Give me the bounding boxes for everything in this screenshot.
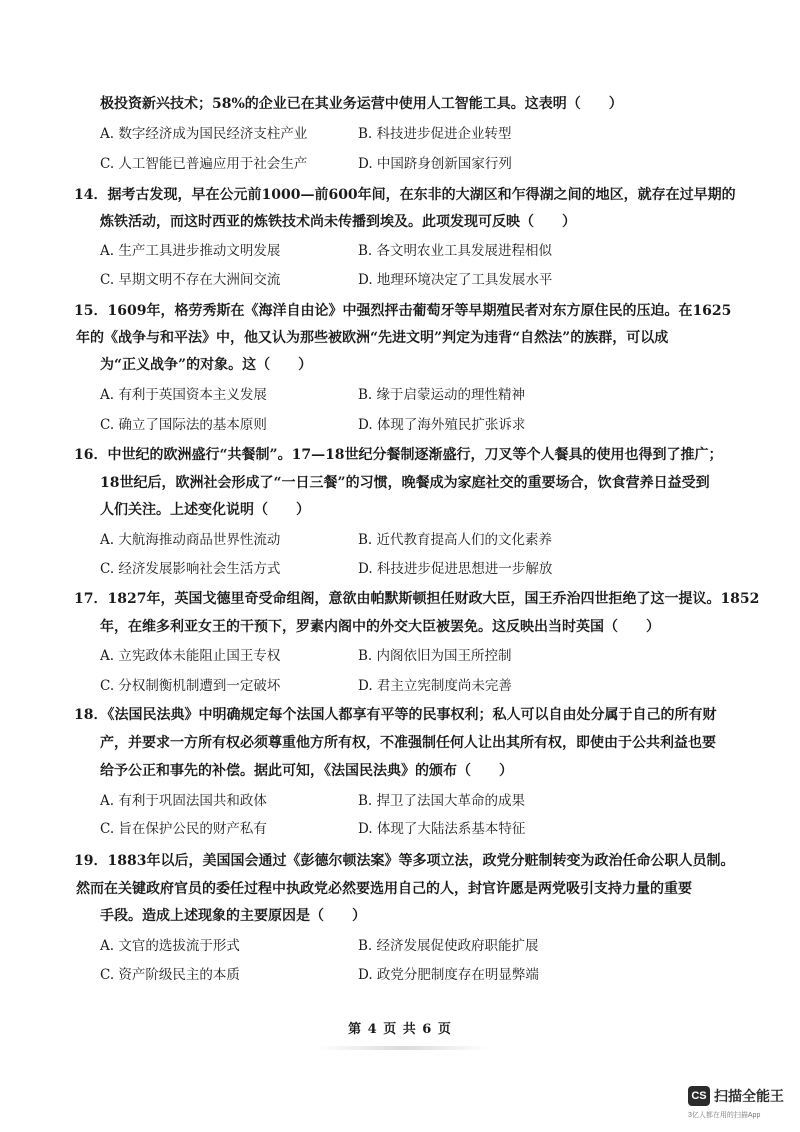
q19-option-d: D. 政党分肥制度存在明显弊端 [358, 967, 539, 983]
q19-stem-line-1: 19．1883年以后，美国国会通过《彭德尔顿法案》等多项立法，政党分赃制转变为政治任命公职人员制。 [74, 853, 735, 869]
q18-stem-line-2: 产，并要求一方所有权必须尊重他方所有权，不准强制任何人让出其所有权，即使由于公共利益也要 [100, 735, 716, 751]
scanner-watermark [688, 1082, 800, 1132]
q15-option-b: B. 缘于启蒙运动的理性精神 [358, 387, 526, 403]
watermark-tagline: 3亿人都在用的扫描App [688, 1112, 761, 1119]
q14-option-b: B. 各文明农业工具发展进程相似 [358, 243, 553, 259]
q17-option-c: C. 分权制衡机制遭到一定破坏 [100, 678, 281, 694]
q19-option-b: B. 经济发展促使政府职能扩展 [358, 938, 539, 954]
camscanner-logo-icon: CS [688, 1086, 710, 1106]
q16-option-c: C. 经济发展影响社会生活方式 [100, 561, 281, 577]
q18-option-b: B. 捍卫了法国大革命的成果 [358, 793, 526, 809]
q18-option-d: D. 体现了大陆法系基本特征 [358, 821, 526, 837]
q15-stem-line-3: 为“正义战争”的对象。这（ ） [100, 357, 313, 373]
q15-option-c: C. 确立了国际法的基本原则 [100, 417, 267, 433]
q16-option-b: B. 近代教育提高人们的文化素养 [358, 532, 553, 548]
q18-option-a: A. 有利于巩固法国共和政体 [100, 793, 267, 809]
q13-option-c: C. 人工智能已普遍应用于社会生产 [100, 156, 308, 172]
q14-stem-line-1: 14．据考古发现，早在公元前1000—前600年间，在东非的大湖区和乍得湖之间的地区，就存在过早期的 [74, 187, 736, 203]
q16-option-a: A. 大航海推动商品世界性流动 [100, 532, 281, 548]
q17-option-a: A. 立宪政体未能阻止国王专权 [100, 648, 281, 664]
q14-option-a: A. 生产工具进步推动文明发展 [100, 243, 281, 259]
q13-option-d: D. 中国跻身创新国家行列 [358, 156, 512, 172]
q18-option-c: C. 旨在保护公民的财产私有 [100, 821, 267, 837]
q19-option-c: C. 资产阶级民主的本质 [100, 967, 240, 983]
q15-option-d: D. 体现了海外殖民扩张诉求 [358, 417, 526, 433]
q14-option-d: D. 地理环境决定了工具发展水平 [358, 272, 553, 288]
q16-stem-line-1: 16．中世纪的欧洲盛行“共餐制”。17—18世纪分餐制逐渐盛行，刀叉等个人餐具的使用也得到了推广； [74, 447, 723, 463]
q13-option-a: A. 数字经济成为国民经济支柱产业 [100, 126, 308, 142]
q14-option-c: C. 早期文明不存在大洲间交流 [100, 272, 281, 288]
scan-smudge [318, 1046, 488, 1050]
q13-option-b: B. 科技进步促进企业转型 [358, 126, 512, 142]
q19-stem-line-2: 然而在关键政府官员的委任过程中执政党必然要选用自己的人，封官许愿是两党吸引支持力量的重要 [76, 881, 692, 897]
q14-stem-line-2: 炼铁活动，而这时西亚的炼铁技术尚未传播到埃及。此项发现可反映（ ） [100, 214, 576, 230]
q17-option-d: D. 君主立宪制度尚未完善 [358, 678, 512, 694]
q15-stem-line-2: 年的《战争与和平法》中，他又认为那些被欧洲“先进文明”判定为违背“自然法”的族群，可以成 [76, 330, 669, 346]
watermark-name: 扫描全能王 [714, 1088, 784, 1104]
q13-stem-tail: 极投资新兴技术；58%的企业已在其业务运营中使用人工智能工具。这表明（ ） [100, 96, 623, 112]
q17-option-b: B. 内阁依旧为国王所控制 [358, 648, 512, 664]
q19-stem-line-3: 手段。造成上述现象的主要原因是（ ） [100, 908, 366, 924]
q17-stem-line-1: 17．1827年，英国戈德里奇受命组阁，意欲由帕默斯顿担任财政大臣，国王乔治四世拒绝了这一提议。1852 [74, 591, 760, 607]
q15-stem-line-1: 15．1609年，格劳秀斯在《海洋自由论》中强烈抨击葡萄牙等早期殖民者对东方原住民的压迫。在1625 [74, 303, 732, 319]
q16-stem-line-3: 人们关注。上述变化说明（ ） [100, 502, 310, 518]
q16-option-d: D. 科技进步促进思想进一步解放 [358, 561, 553, 577]
page-footer: 第 4 页 共 6 页 [348, 1022, 452, 1037]
q18-stem-line-1: 18．《法国民法典》中明确规定每个法国人都享有平等的民事权利；私人可以自由处分属于自己的所有财 [74, 707, 717, 723]
q19-option-a: A. 文官的选拔流于形式 [100, 938, 240, 954]
q17-stem-line-2: 年，在维多利亚女王的干预下，罗素内阁中的外交大臣被罢免。这反映出当时英国（ ） [100, 619, 660, 635]
q15-option-a: A. 有利于英国资本主义发展 [100, 387, 267, 403]
q16-stem-line-2: 18世纪后，欧洲社会形成了“一日三餐”的习惯，晚餐成为家庭社交的重要场合，饮食营养日益受到 [100, 475, 710, 491]
q18-stem-line-3: 给予公正和事先的补偿。据此可知，《法国民法典》的颁布（ ） [100, 763, 513, 779]
